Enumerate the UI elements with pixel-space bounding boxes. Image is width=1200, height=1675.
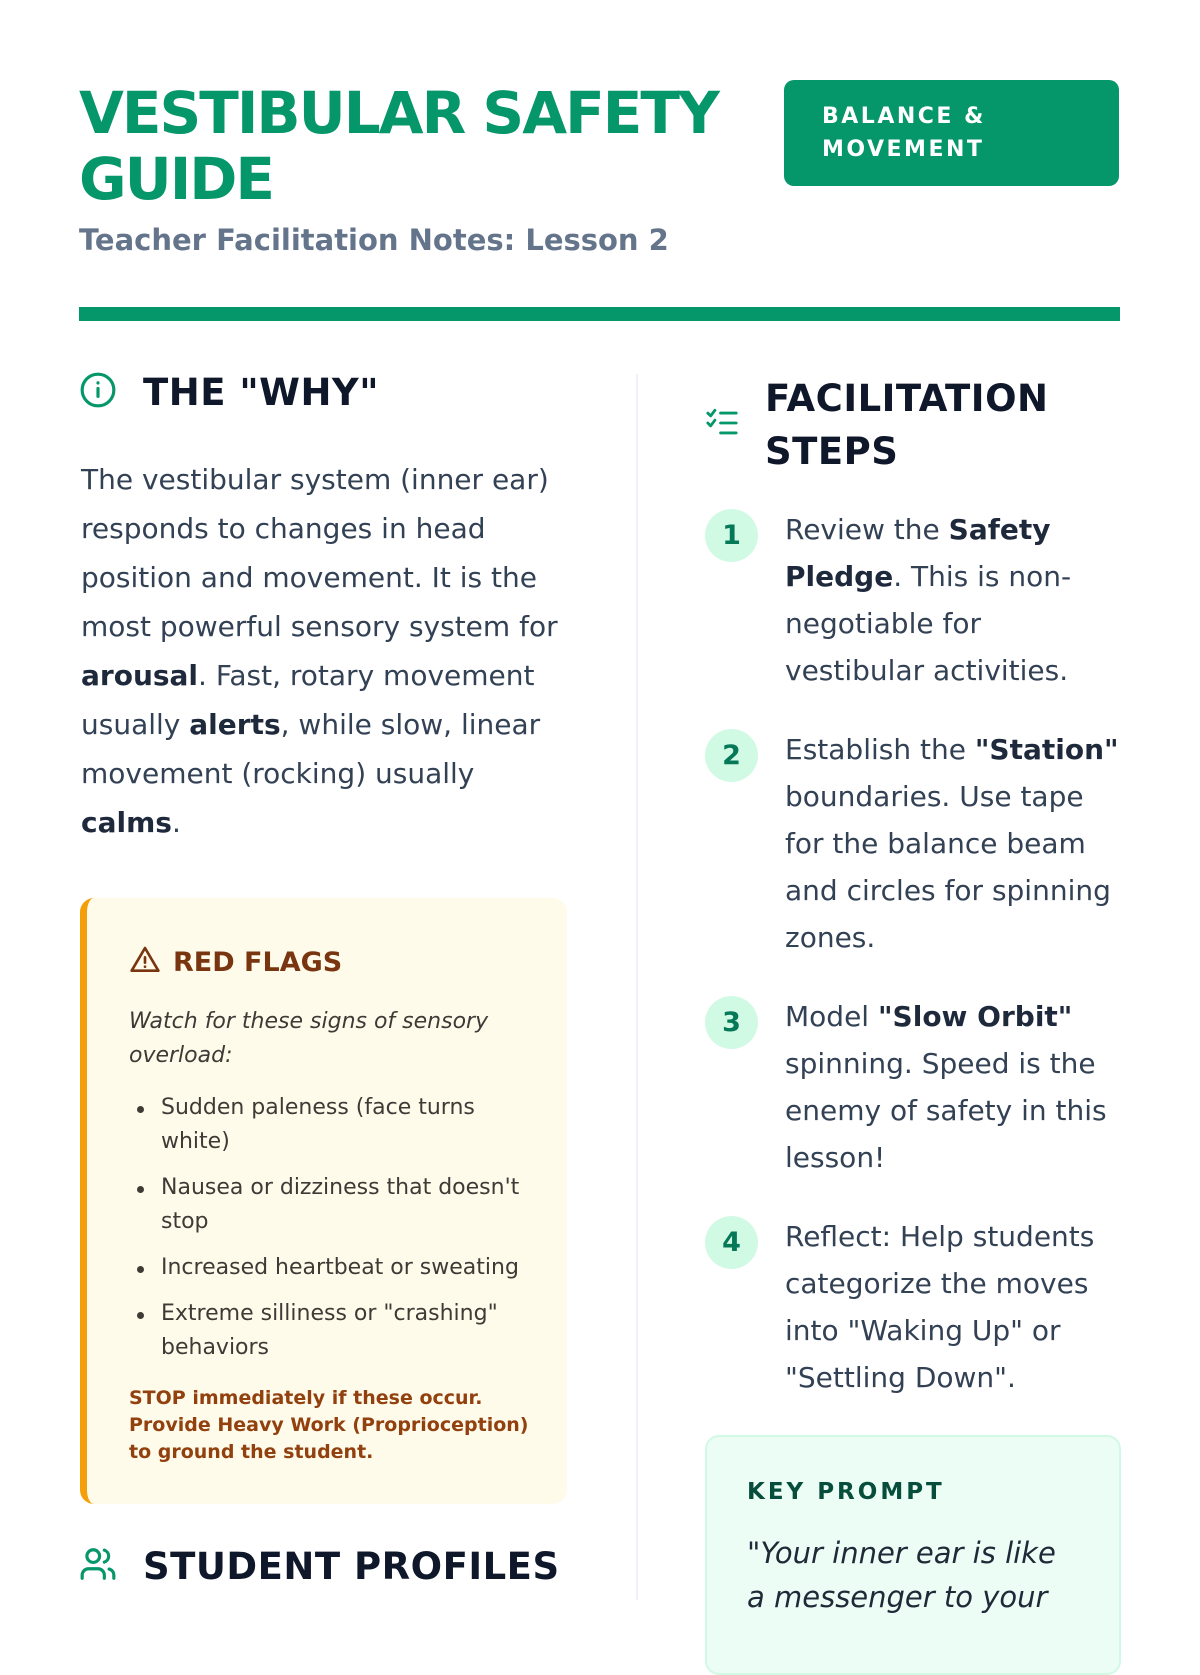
why-text: .	[171, 806, 181, 839]
profiles-title: STUDENT PROFILES	[143, 1545, 560, 1588]
facilitation-steps-list	[705, 506, 1125, 1433]
why-text: The vestibular system (inner ear) responds to changes in head position and movement. It is the most powerful sensory system for	[81, 463, 558, 643]
header	[79, 80, 1119, 320]
step-number-badge: 1	[705, 509, 758, 562]
why-emphasis: calms	[81, 806, 172, 839]
step-text: boundaries. Use tape for the balance beam and circles for spinning zones.	[785, 780, 1111, 954]
why-paragraph	[81, 455, 581, 847]
step-item	[705, 1213, 1125, 1401]
step-number-badge: 3	[705, 996, 758, 1049]
header-rule	[79, 307, 1120, 321]
category-badge: BALANCE & MOVEMENT	[784, 80, 1119, 186]
facilitation-heading	[705, 372, 1125, 478]
list-item: Nausea or dizziness that doesn't stop	[161, 1171, 529, 1239]
step-number-badge: 2	[705, 729, 758, 782]
step-text: Reflect: Help students categorize the moves into "Waking Up" or "Settling Down".	[785, 1220, 1095, 1394]
step-text	[785, 1000, 1107, 1174]
red-flags-list	[129, 1091, 529, 1365]
step-text: Establish the	[785, 733, 975, 766]
why-text: , while slow, linear movement (rocking) usually	[81, 708, 541, 790]
key-prompt-box	[705, 1435, 1121, 1675]
why-title: THE "WHY"	[143, 371, 379, 414]
step-emphasis: "Station"	[974, 733, 1119, 766]
red-flags-title: RED FLAGS	[173, 947, 343, 978]
key-prompt-quote: "Your inner ear is like a messenger to your	[747, 1536, 1056, 1614]
step-text	[785, 1220, 1094, 1394]
warning-triangle-icon	[129, 944, 161, 981]
why-emphasis: arousal	[81, 659, 199, 692]
step-emphasis: Safety Pledge	[785, 513, 1051, 593]
step-text	[785, 733, 1119, 954]
step-number-badge: 4	[705, 1216, 758, 1269]
step-text	[785, 513, 1071, 687]
why-text: . Fast, rotary movement usually	[81, 659, 535, 741]
column-divider	[636, 374, 638, 1600]
step-item	[705, 506, 1125, 694]
red-flags-intro: Watch for these signs of sensory overload:	[129, 1009, 489, 1068]
red-flags-heading	[129, 944, 529, 981]
step-text: spinning. Speed is the enemy of safety in this lesson!	[785, 1047, 1107, 1174]
step-item	[705, 726, 1125, 961]
info-icon	[79, 371, 117, 414]
red-flags-stop-note: STOP immediately if these occur. Provide Heavy Work (Proprioception) to ground the student.	[129, 1387, 529, 1463]
key-prompt-label: KEY PROMPT	[747, 1479, 945, 1505]
list-item: Increased heartbeat or sweating	[161, 1251, 529, 1285]
profiles-heading	[79, 1545, 560, 1588]
step-emphasis: "Slow Orbit"	[877, 1000, 1073, 1033]
step-item	[705, 993, 1125, 1181]
why-heading	[79, 371, 379, 414]
checklist-icon	[705, 406, 739, 445]
step-text: Model	[785, 1000, 878, 1033]
list-item: Sudden paleness (face turns white)	[161, 1091, 529, 1159]
page-subtitle: Teacher Facilitation Notes: Lesson 2	[79, 223, 669, 257]
facilitation-title: FACILITATION STEPS	[765, 377, 1049, 473]
step-text: . This is non-negotiable for vestibular activities.	[785, 560, 1072, 687]
page-title: VESTIBULAR SAFETY GUIDE	[79, 79, 718, 213]
red-flags-box	[80, 898, 567, 1504]
users-icon	[79, 1545, 117, 1588]
step-text: Review the	[785, 513, 949, 546]
why-emphasis: alerts	[189, 708, 281, 741]
list-item: Extreme silliness or "crashing" behaviors	[161, 1297, 529, 1365]
